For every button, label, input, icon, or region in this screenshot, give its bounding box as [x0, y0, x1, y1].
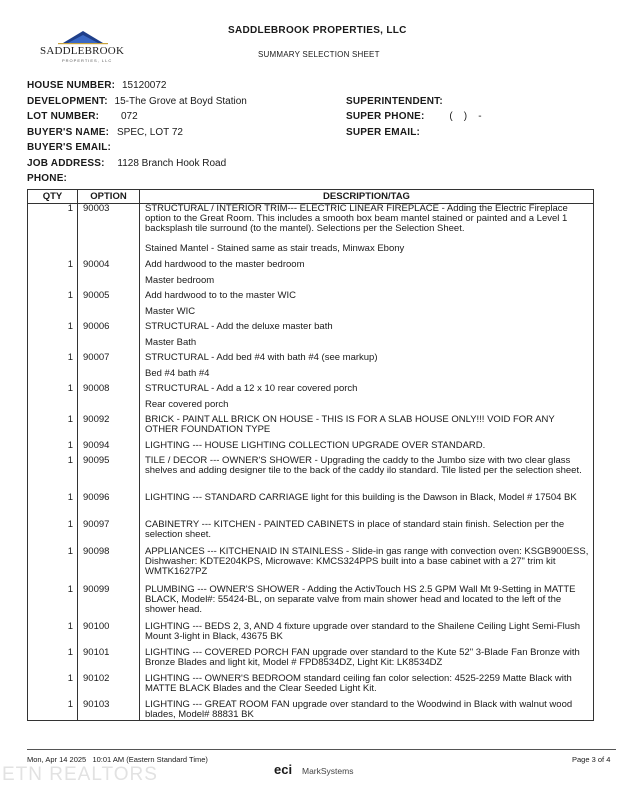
row-qty: 1: [67, 647, 73, 658]
footer-timestamp: Mon, Apr 14 2025 10:01 AM (Eastern Standard Time): [27, 755, 208, 764]
column-header-description: DESCRIPTION/TAG: [323, 191, 410, 202]
buyer-email-label: BUYER'S EMAIL:: [27, 142, 112, 153]
row-tag-note: Master bedroom: [145, 275, 215, 286]
row-description: Add hardwood to the master bedroom: [145, 259, 305, 270]
marksystems-logo: MarkSystems: [302, 766, 354, 776]
phone-field: [27, 173, 67, 185]
eci-logo: eci: [274, 762, 293, 777]
column-divider: [139, 190, 140, 720]
development-label: DEVELOPMENT:: [27, 96, 108, 107]
row-description: PLUMBING --- OWNER'S SHOWER - Adding the ActivTouch HS 2.5 GPM Wall Mt 9-Setting in MATTE BLACK, Model#: 55424-BL, on separate valve from main shower head and located to the left of the shower head.: [145, 584, 576, 615]
job-address-value: 1128 Branch Hook Road: [117, 158, 227, 169]
job-address-label: JOB ADDRESS:: [27, 158, 105, 169]
row-option: 90101: [83, 647, 110, 658]
row-description: LIGHTING --- STANDARD CARRIAGE light for this building is the Dawson in Black, Model # 17504 BK: [145, 492, 577, 503]
row-option: 90102: [83, 673, 110, 684]
row-option: 90098: [83, 546, 110, 557]
row-description: CABINETRY --- KITCHEN - PAINTED CABINETS in place of standard stain finish. Selection per the selection sheet.: [145, 519, 565, 540]
buyer-name-label: BUYER'S NAME:: [27, 127, 110, 138]
row-tag-note: Master Bath: [145, 337, 197, 348]
row-option: 90094: [83, 440, 110, 451]
row-description: LIGHTING --- HOUSE LIGHTING COLLECTION UPGRADE OVER STANDARD.: [145, 440, 486, 451]
row-tag-note: Stained Mantel - Stained same as stair treads, Minwax Ebony: [145, 243, 405, 254]
row-tag-note: Master WIC: [145, 306, 196, 317]
super-phone-label: SUPER PHONE:: [346, 111, 425, 122]
superintendent-label: SUPERINTENDENT:: [346, 96, 443, 107]
super-phone-value: ( ) -: [449, 111, 482, 122]
row-option: 90097: [83, 519, 110, 530]
row-description: LIGHTING --- BEDS 2, 3, AND 4 fixture upgrade over standard to the Shailene Ceiling Light Semi-Flush Mount 3-light in Black, 43675 BK: [145, 621, 581, 642]
row-qty: 1: [67, 546, 73, 557]
superintendent-field: [346, 96, 443, 108]
row-description: LIGHTING --- COVERED PORCH FAN upgrade over standard to the Kute 52" 3-Blade Fan Bronze with Bronze Blades and light kit, Model # FPD8534DZ, Light Kit: LK8534DZ: [145, 647, 580, 668]
row-tag-note: Bed #4 bath #4: [145, 368, 210, 379]
row-qty: 1: [67, 519, 73, 530]
row-qty: 1: [67, 440, 73, 451]
buyer-name-value: SPEC, LOT 72: [117, 127, 183, 138]
row-tag-note: Rear covered porch: [145, 399, 229, 410]
row-description: STRUCTURAL - Add bed #4 with bath #4 (see markup): [145, 352, 378, 363]
row-qty: 1: [67, 321, 73, 332]
lot-number-label: LOT NUMBER:: [27, 111, 100, 122]
column-header-qty: QTY: [42, 191, 63, 202]
row-description: BRICK - PAINT ALL BRICK ON HOUSE - THIS IS FOR A SLAB HOUSE ONLY!!! VOID FOR ANY OTHER FOUNDATION TYPE: [145, 414, 555, 435]
realtors-watermark: ETN REALTORS: [2, 764, 158, 785]
row-description: TILE / DECOR --- OWNER'S SHOWER - Upgrading the caddy to the Jumbo size with two clear glass shelves and adding designer tile to the back of the caddy ilo standard. Tile listed per the selection sheet.: [145, 455, 582, 476]
row-option: 90095: [83, 455, 110, 466]
row-option: 90004: [83, 259, 110, 270]
row-qty: 1: [67, 352, 73, 363]
row-qty: 1: [67, 414, 73, 425]
lot-number-field: [27, 111, 138, 123]
buyer-name-field: [27, 127, 183, 139]
row-description: LIGHTING --- OWNER'S BEDROOM standard ceiling fan color selection: 4525-2259 Matte Black with MATTE BLACK Blades and the Clear Seeded Light Kit.: [145, 673, 572, 694]
logo-tagline: PROPERTIES, LLC: [62, 58, 113, 63]
super-phone-field: [346, 111, 482, 123]
row-description: APPLIANCES --- KITCHENAID IN STAINLESS - Slide-in gas range with convection oven: KSGB900ESS, Dishwasher: KDTE204KPS, Microwave: KMCS324PPS built into a base cabinet with a 27" trim kit WMTK1627PZ: [145, 546, 589, 577]
super-email-field: [346, 127, 420, 139]
column-divider: [77, 190, 78, 720]
row-qty: 1: [67, 455, 73, 466]
row-description: STRUCTURAL - Add the deluxe master bath: [145, 321, 333, 332]
row-qty: 1: [67, 259, 73, 270]
row-option: 90092: [83, 414, 110, 425]
logo-wordmark: SADDLEBROOK: [40, 45, 125, 57]
super-email-label: SUPER EMAIL:: [346, 127, 421, 138]
row-description: LIGHTING --- GREAT ROOM FAN upgrade over standard to the Woodwind in Black with walnut wood blades, Model# 88831 BK: [145, 699, 573, 720]
row-qty: 1: [67, 584, 73, 595]
selection-table: [27, 189, 594, 721]
row-option: 90007: [83, 352, 110, 363]
house-number-field: [27, 80, 166, 92]
company-title: SADDLEBROOK PROPERTIES, LLC: [228, 25, 407, 36]
development-field: [27, 96, 247, 108]
footer-divider: [27, 749, 616, 750]
row-qty: 1: [67, 699, 73, 710]
row-description: Add hardwood to to the master WIC: [145, 290, 297, 301]
lot-number-value: 072: [120, 111, 138, 122]
row-option: 90103: [83, 699, 110, 710]
footer-page-number: Page 3 of 4: [572, 755, 611, 764]
phone-label: PHONE:: [27, 173, 68, 184]
row-option: 90006: [83, 321, 110, 332]
row-qty: 1: [67, 290, 73, 301]
row-option: 90100: [83, 621, 110, 632]
row-description: STRUCTURAL - Add a 12 x 10 rear covered porch: [145, 383, 358, 394]
row-qty: 1: [67, 383, 73, 394]
sheet-subtitle: SUMMARY SELECTION SHEET: [258, 50, 380, 59]
row-option: 90008: [83, 383, 110, 394]
row-qty: 1: [67, 673, 73, 684]
row-option: 90005: [83, 290, 110, 301]
development-value: 15-The Grove at Boyd Station: [114, 96, 247, 107]
row-qty: 1: [67, 492, 73, 503]
buyer-email-field: [27, 142, 111, 154]
house-number-label: HOUSE NUMBER:: [27, 80, 116, 91]
row-option: 90003: [83, 203, 110, 214]
column-header-option: OPTION: [90, 191, 127, 202]
row-description: STRUCTURAL / INTERIOR TRIM--- ELECTRIC LINEAR FIREPLACE - Adding the Electric Fireplace option to the Great Room. This includes a smooth box beam mantel stained or painted and a Level 1 backsplash tile surround (to the mantel). Selections per the Selection Sheet.: [145, 203, 568, 234]
row-qty: 1: [67, 621, 73, 632]
house-number-value: 15120072: [121, 80, 167, 91]
row-option: 90099: [83, 584, 110, 595]
row-option: 90096: [83, 492, 110, 503]
row-qty: 1: [67, 203, 73, 214]
job-address-field: [27, 158, 226, 170]
table-header: [28, 190, 593, 204]
